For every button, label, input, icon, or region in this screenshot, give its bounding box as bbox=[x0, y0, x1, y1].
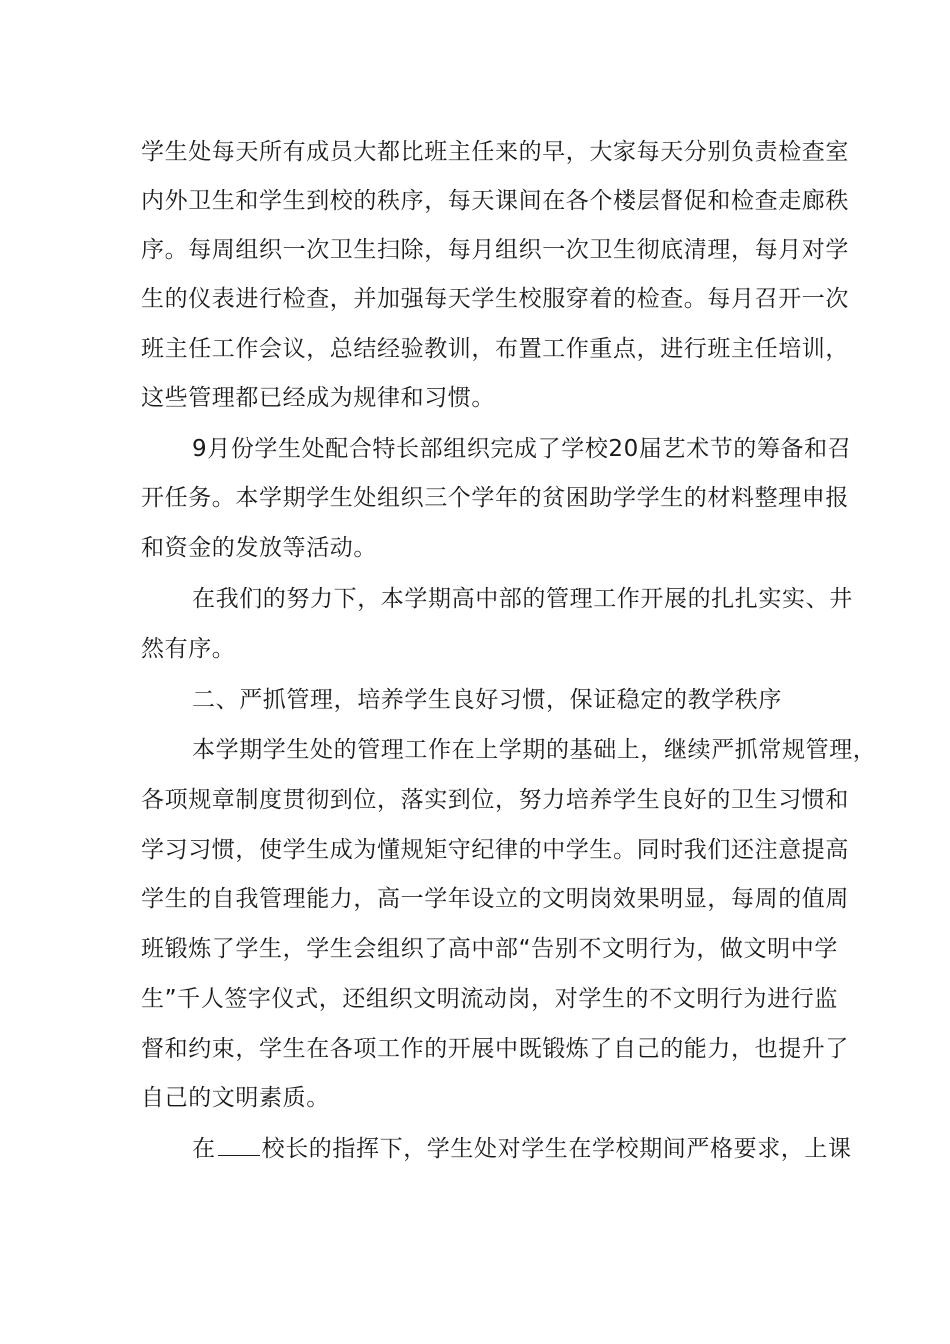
text-line: 9月份学生处配合特长部组织完成了学校20届艺术节的筹备和召 bbox=[192, 436, 852, 462]
text-line: 自己的文明素质。 bbox=[141, 1085, 330, 1111]
text-line: 和资金的发放等活动。 bbox=[141, 535, 377, 561]
text-line: 序。每周组织一次卫生扫除，每月组织一次卫生彻底清理，每月对学 bbox=[141, 237, 849, 263]
text-line bbox=[192, 1134, 852, 1164]
text-line: 学习习惯，使学生成为懂规矩守纪律的中学生。同时我们还注意提高 bbox=[141, 837, 849, 863]
text-line: 本学期学生处的管理工作在上学期的基础上，继续严抓常规管理， bbox=[192, 737, 877, 763]
text-line: 生的仪表进行检查，并加强每天学生校服穿着的检查。每月召开一次 bbox=[141, 286, 849, 312]
text-line: 在我们的努力下，本学期高中部的管理工作开展的扎扎实实、井 bbox=[192, 586, 853, 612]
text-line: 然有序。 bbox=[141, 636, 236, 662]
text-line: 内外卫生和学生到校的秩序，每天课间在各个楼层督促和检查走廊秩 bbox=[141, 188, 849, 214]
text-line: 生”千人签字仪式，还组织文明流动岗，对学生的不文明行为进行监 bbox=[141, 986, 838, 1012]
text-line: 这些管理都已经成为规律和习惯。 bbox=[141, 385, 495, 411]
text-fragment: 校长的指挥下，学生处对学生在学校期间严格要求，上课 bbox=[261, 1136, 852, 1162]
fill-in-blank bbox=[218, 1135, 260, 1156]
text-line: 班主任工作会议，总结经验教训，布置工作重点，进行班主任培训， bbox=[141, 336, 849, 362]
text-line: 班锻炼了学生，学生会组织了高中部“告别不文明行为，做文明中学 bbox=[141, 936, 838, 962]
text-line: 学生的自我管理能力，高一学年设立的文明岗效果明显，每周的值周 bbox=[141, 886, 849, 912]
section-heading: 二、严抓管理，培养学生良好习惯，保证稳定的教学秩序 bbox=[192, 687, 782, 713]
text-line: 各项规章制度贯彻到位，落实到位，努力培养学生良好的卫生习惯和 bbox=[141, 787, 849, 813]
text-line: 学生处每天所有成员大都比班主任来的早，大家每天分别负责检查室 bbox=[141, 139, 849, 165]
text-line: 开任务。本学期学生处组织三个学年的贫困助学学生的材料整理申报 bbox=[141, 485, 849, 511]
text-line: 督和约束，学生在各项工作的开展中既锻炼了自己的能力，也提升了 bbox=[141, 1036, 849, 1062]
text-fragment: 在 bbox=[192, 1136, 216, 1162]
